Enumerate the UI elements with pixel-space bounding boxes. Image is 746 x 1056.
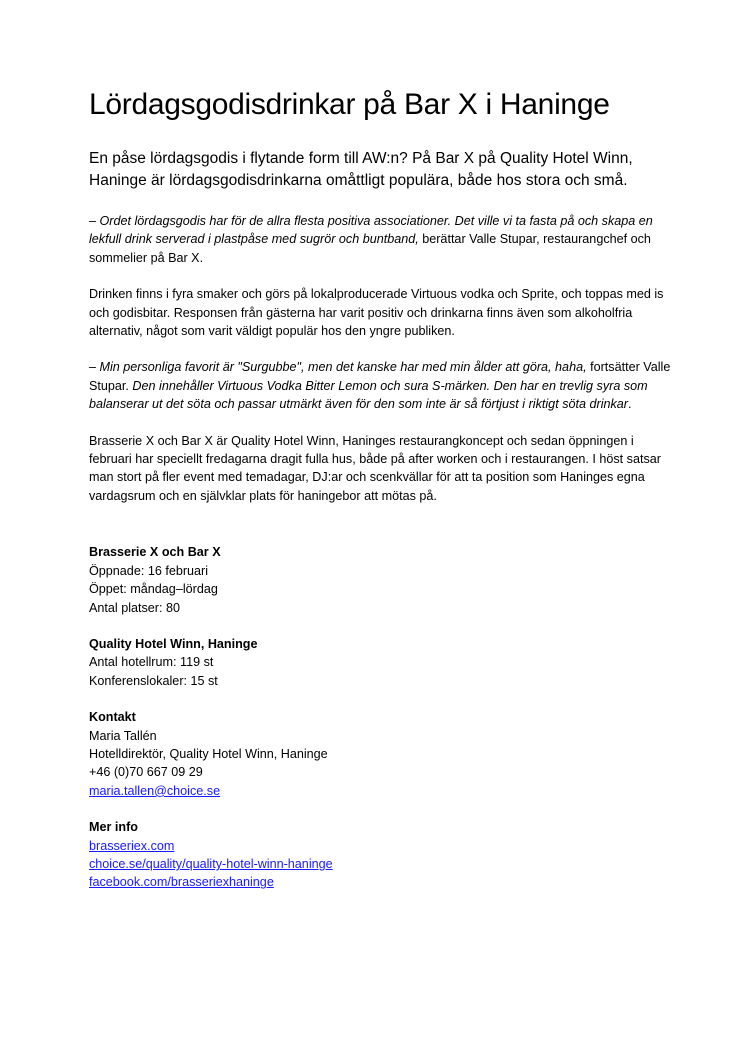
quote-attribution-2: fortsätter Valle Stupar. (89, 360, 671, 393)
quote-text-2: – Min personliga favorit är "Surgubbe", men det kanske har med min ålder att göra, haha, (89, 360, 587, 375)
contact-heading: Kontakt (89, 710, 136, 725)
quote-paragraph-2 (89, 358, 679, 413)
link-brasseriex[interactable]: brasseriex.com (89, 838, 175, 853)
body-paragraph-drink: Drinken finns i fyra smaker och görs på lokalproducerade Virtuous vodka och Sprite, och toppas med is och godisbitar. Responsen från gästerna har varit positiv och drinkarna finns även som alkoholfria alternativ, något som varit väldigt populär hos den yngre publiken. (89, 287, 664, 339)
link-quality-hotel-winn[interactable]: choice.se/quality/quality-hotel-winn-haninge (89, 856, 333, 871)
contact-role: Hotelldirektör, Quality Hotel Winn, Haninge (89, 746, 328, 761)
quote-attribution-1: berättar Valle Stupar, restaurangchef och sommelier på Bar X. (89, 232, 651, 265)
facts-restaurant-heading: Brasserie X och Bar X (89, 545, 221, 560)
quote-paragraph-1 (89, 212, 679, 267)
facts-hotel-heading: Quality Hotel Winn, Haninge (89, 636, 258, 651)
facts-more-info (89, 818, 679, 892)
page-title: Lördagsgodisdrinkar på Bar X i Haninge (89, 88, 610, 121)
facts-hotel-rooms: Antal hotellrum: 119 st (89, 655, 214, 670)
body-paragraph-concept: Brasserie X och Bar X är Quality Hotel Winn, Haninges restaurangkoncept och sedan öppningen i februari har speciellt fredagarna dragit fulla hus, både på after worken och i restaurangen. I höst satsar man stort på fler event med temadagar, DJ:ar och scenkvällar för att ta position som Haninges egna vardagsrum och en självklar plats för haningebor att mötas på. (89, 433, 661, 503)
facts-contact (89, 708, 679, 800)
document-page (89, 84, 679, 892)
facts-restaurant (89, 543, 679, 617)
facts-restaurant-opened: Öppnade: 16 februari (89, 563, 209, 578)
facts-restaurant-seats: Antal platser: 80 (89, 600, 181, 615)
facts-hotel (89, 635, 679, 690)
facts-hotel-conference: Konferenslokaler: 15 st (89, 673, 218, 688)
more-info-heading: Mer info (89, 820, 138, 835)
quote-text-3: Den innehåller Virtuous Vodka Bitter Lemon och sura S-märken. Den har en trevlig syra som balanserar ut det söta och passar utmärkt även för den som inte är så förtjust i riktigt söta drinkar (89, 378, 648, 412)
facts-restaurant-open-days: Öppet: måndag–lördag (89, 582, 218, 597)
quote-end: . (628, 397, 632, 412)
lead-paragraph: En påse lördagsgodis i flytande form till AW:n? På Bar X på Quality Hotel Winn, Haninge är lördagsgodisdrinkarna omåttligt populära, både hos stora och små. (89, 150, 633, 189)
contact-name: Maria Tallén (89, 728, 157, 743)
link-facebook[interactable]: facebook.com/brasseriexhaninge (89, 875, 274, 890)
quote-text-1: – Ordet lördagsgodis har för de allra flesta positiva associationer. Det ville vi ta fasta på och skapa en lekfull drink serverad i plastpåse med sugrör och buntband, (89, 214, 653, 247)
contact-phone: +46 (0)70 667 09 29 (89, 765, 203, 780)
contact-email-link[interactable]: maria.tallen@choice.se (89, 783, 221, 798)
